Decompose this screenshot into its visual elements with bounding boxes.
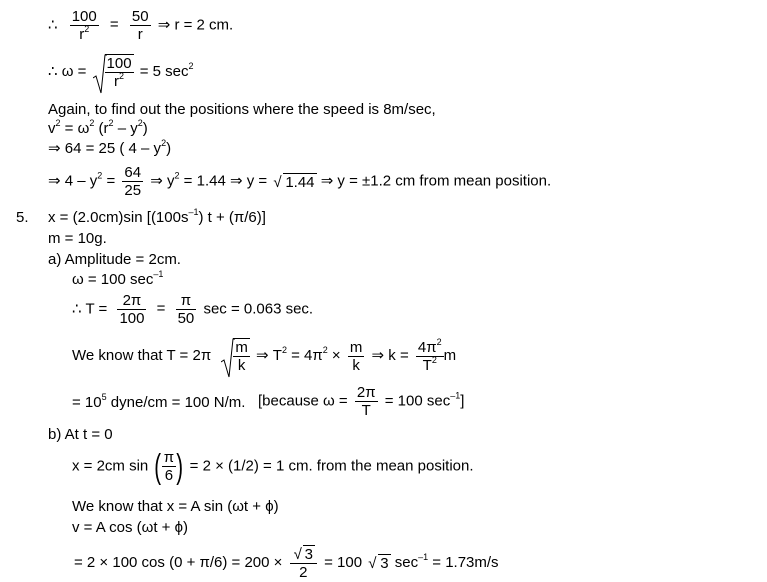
eq-r-solution: ∴ $\frac{100}{r^2}$ = $\frac{50}{r}$ ⇒ r = 2 cm. [48, 8, 234, 43]
eq-spring-constant: We know that T = 2π $\frac{m}{k}$ ⇒ $T^2 = 4\pi^2$ × $\frac{m}{k}$ ⇒ k = $\frac{4\pi^2}{T^2}$ m [72, 338, 456, 374]
question-number: 5. [16, 209, 29, 226]
text-part-b: b) At t = 0 [48, 426, 113, 443]
fraction-100-over-r2: $\frac{100}{r^2}$ [71, 8, 97, 43]
eq-final-velocity: = 2 × 100 cos (0 + π/6) = 200 × √ 3 2 = 100 √ 3 $\sec^{-1} = 1.73m/s$ [74, 546, 499, 582]
eq-omega-100: ω = 100 $\sec^{-1}$ [72, 269, 164, 288]
eq-x-at-t0: x = 2cm sin ( $\frac{\pi}{6}$ ) = 2 × (1/2) = 1 cm. from the mean position. [72, 447, 474, 486]
eq-k-value: = $10^5$ dyne/cm = 100 N/m. [72, 392, 246, 411]
fraction-50-over-r: $\frac{50}{r}$ [131, 8, 149, 43]
text-know-x: We know that x = A sin (ωt + ϕ) [72, 498, 279, 515]
eq-v2: $v^2 = \omega^2$ $(r^2 - y^2)$ [48, 118, 148, 137]
therefore-symbol: ∴ [48, 16, 58, 34]
eq-y-solution: ⇒ $4 - y^2$ = $\frac{64}{25}$ ⇒ $y^2 = 1.44$ ⇒ y = √ 1.44 ⇒ y = ±1.2 cm from mean position. [48, 164, 552, 199]
eq-because: [because ω = $\frac{2\pi}{T}$ = 100 $\sec^{-1}$] [258, 384, 465, 419]
eq-64: ⇒ 64 = 25 ( $4 - y^2$) [48, 138, 172, 157]
text-again: Again, to find out the positions where the speed is 8m/sec, [48, 101, 436, 118]
text-mass: m = 10g. [48, 230, 107, 247]
eq-velocity: v = A cos (ωt + ϕ) [72, 519, 188, 536]
text-part-a: a) Amplitude = 2cm. [48, 251, 181, 268]
eq-omega: ∴ ω = $\frac{100}{r^2}$ = 5 $\sec^2$ [48, 54, 194, 90]
fraction-64-over-25: $\frac{64}{25}$ [124, 164, 142, 199]
eq-displacement: x = (2.0cm)sin $[(100s^{-1}) t + (\pi/6)]$ [48, 207, 266, 226]
sqrt-100-over-r2: $\frac{100}{r^2}$ [93, 54, 134, 90]
eq-period: ∴ T = $\frac{2\pi}{100}$ = $\frac{\pi}{50}$ sec = 0.063 sec. [72, 292, 314, 327]
sqrt-1-44: √ 1.44 [273, 173, 315, 191]
